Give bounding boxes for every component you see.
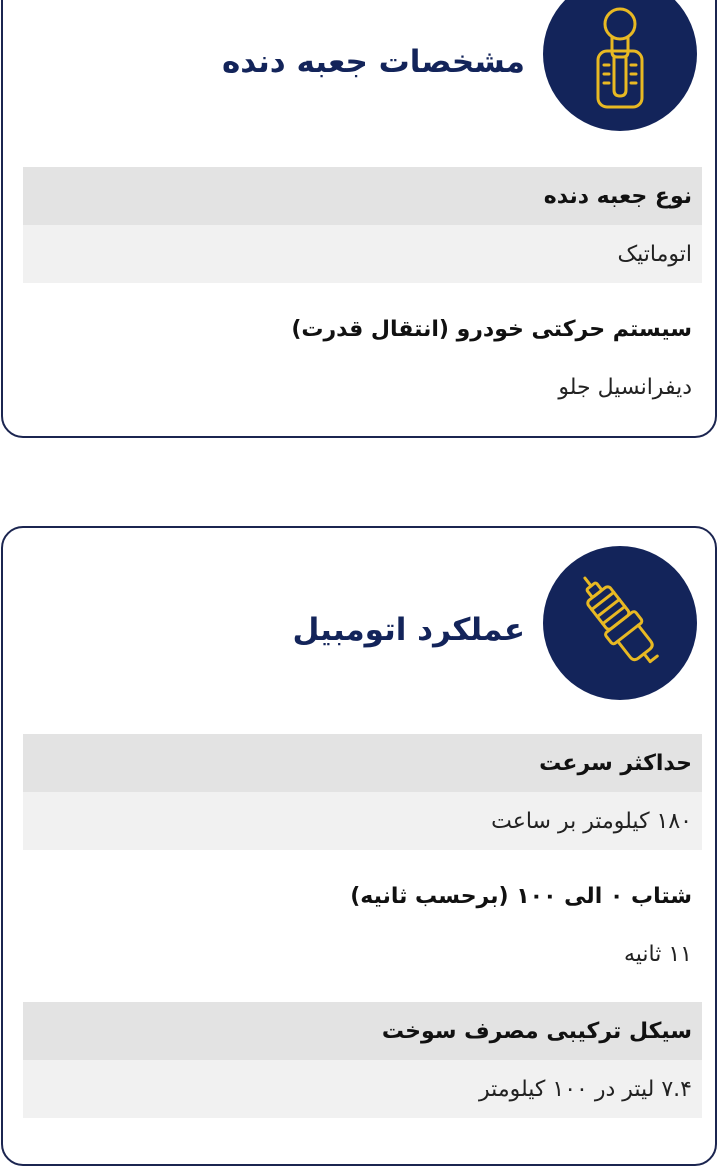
performance-spec-card (1, 526, 717, 1166)
spec-value: دیفرانسیل جلو (558, 374, 692, 400)
spec-label: شتاب ۰ الی ۱۰۰ (برحسب ثانیه) (350, 883, 692, 909)
spec-label: نوع جعبه دنده (23, 167, 702, 225)
spec-value: اتوماتیک (23, 225, 702, 283)
spec-label: سیکل ترکیبی مصرف سوخت (23, 1002, 702, 1060)
spec-label: سیستم حرکتی خودرو (انتقال قدرت) (291, 316, 692, 342)
gear-shift-icon (543, 0, 697, 131)
spec-label: حداکثر سرعت (23, 734, 702, 792)
section-title: مشخصات جعبه دنده (221, 44, 525, 80)
gearbox-spec-card (1, 0, 717, 438)
spec-value: ۱۸۰ کیلومتر بر ساعت (23, 792, 702, 850)
spec-value: ۱۱ ثانیه (623, 941, 692, 967)
spec-value: ۷.۴ لیتر در ۱۰۰ کیلومتر (23, 1060, 702, 1118)
section-title: عملکرد اتومبیل (292, 612, 525, 648)
spark-plug-icon (543, 546, 697, 700)
